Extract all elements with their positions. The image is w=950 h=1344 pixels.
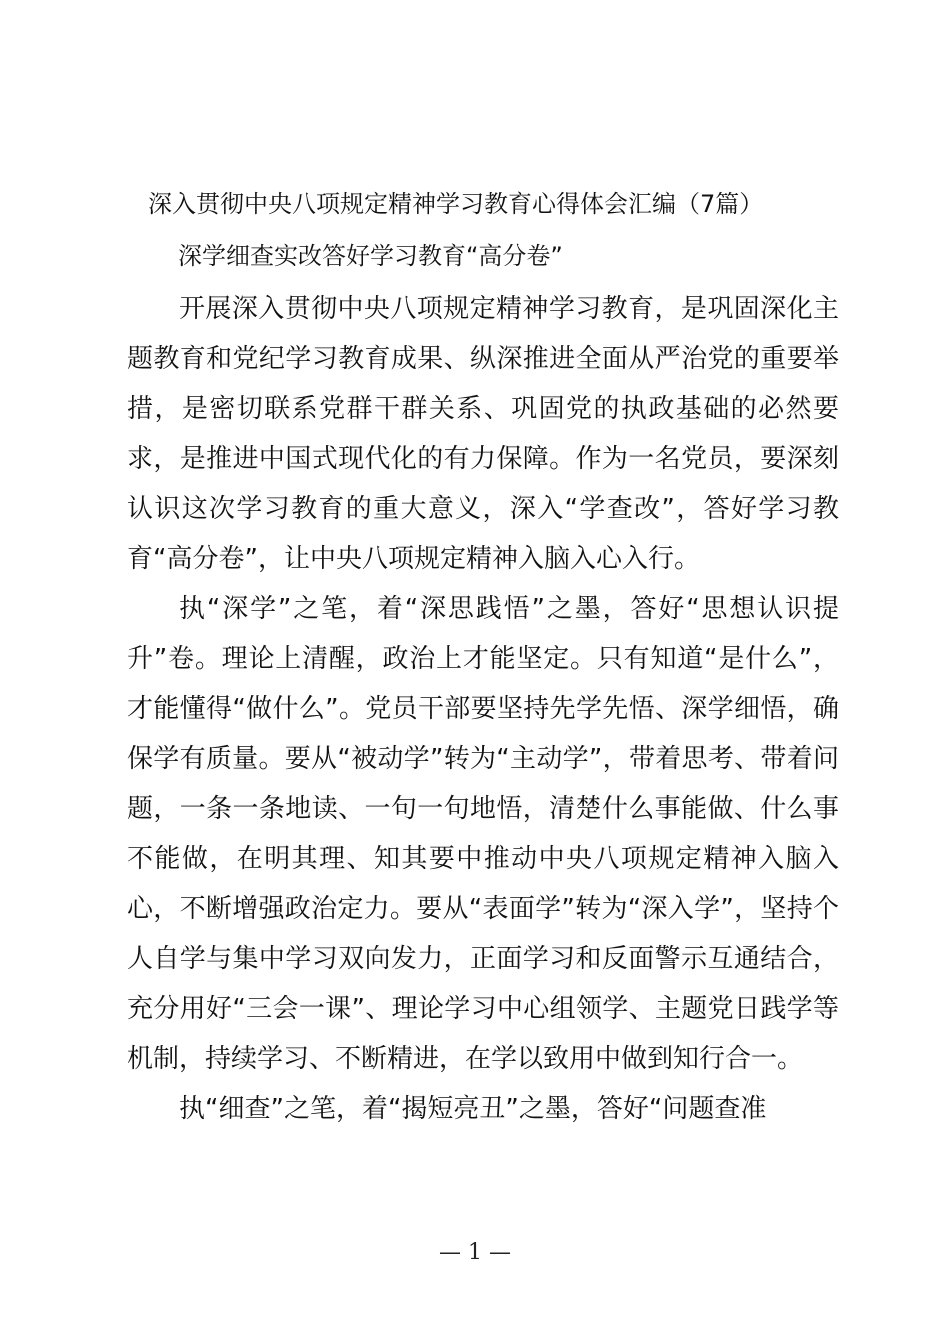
document-title: 深入贯彻中央八项规定精神学习教育心得体会汇编（7篇） [148, 190, 764, 218]
paragraph-detailed-check: 执“细查”之笔，着“揭短亮丑”之墨，答好“问题查准 [179, 1094, 767, 1124]
article-body [127, 284, 839, 1134]
paragraph-deep-study: 执“深学”之笔，着“深思践悟”之墨，答好“思想认识提升”卷。理论上清醒，政治上才能坚定。只有知道“是什么”，才能懂得“做什么”。党员干部要坚持先学先悟、深学细悟，确保学有质量。要从“被动学”转为“主动学”，带着思考、带着问题，一条一条地读、一句一句地悟，清楚什么事能做、什么事不能做，在明其理、知其要中推动中央八项规定精神入脑入心，不断增强政治定力。要从“表面学”转为“深入学”，坚持个人自学与集中学习双向发力，正面学习和反面警示互通结合，充分用好“三会一课”、理论学习中心组领学、主题党日践学等机制，持续学习、不断精进，在学以致用中做到知行合一。 [127, 594, 839, 1074]
article-subtitle: 深学细查实改答好学习教育“高分卷” [178, 242, 563, 270]
page-number: — 1 — [439, 1240, 511, 1265]
paragraph-intro: 开展深入贯彻中央八项规定精神学习教育，是巩固深化主题教育和党纪学习教育成果、纵深推进全面从严治党的重要举措，是密切联系党群干群关系、巩固党的执政基础的必然要求，是推进中国式现代化的有力保障。作为一名党员，要深刻认识这次学习教育的重大意义，深入“学查改”，答好学习教育“高分卷”，让中央八项规定精神入脑入心入行。 [127, 294, 839, 574]
